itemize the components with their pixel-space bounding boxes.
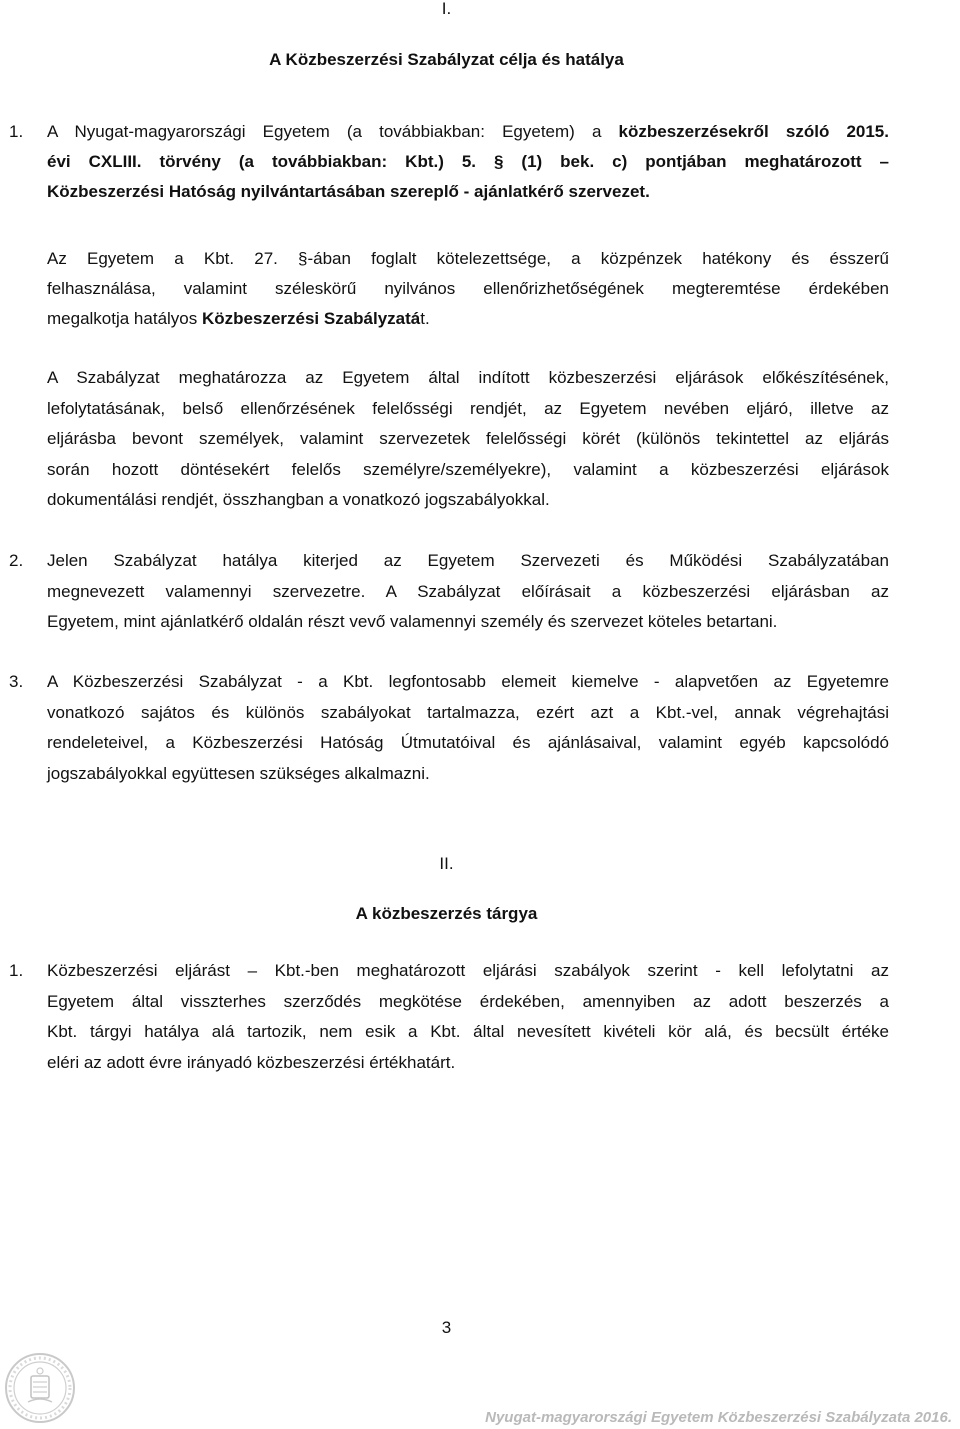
section-2-title: A közbeszerzés tárgya xyxy=(355,904,538,923)
item-2-text xyxy=(47,546,889,638)
item-2-line-3: Egyetem, mint ajánlatkérő oldalán részt vevő valamennyi személy és szervezet köteles betartani. xyxy=(47,612,778,631)
paragraph-3-line-3: eljárásba bevont személyek, valamint szervezetek felelősségi körét (különös tekintettel az eljárás xyxy=(47,429,889,449)
item-1-line-1: A Nyugat-magyarországi Egyetem (a továbbiakban: Egyetem) a közbeszerzésekről szóló 2015. xyxy=(47,122,889,141)
section-2-item-1-line-1: Közbeszerzési eljárást – Kbt.-ben meghatározott eljárási szabályok szerint - kell lefolytatni az xyxy=(47,961,889,980)
paragraph-2-line-3: megalkotja hatályos Közbeszerzési Szabályzatát. xyxy=(47,309,430,328)
item-3-line-4: jogszabályokkal együttesen szükséges alkalmazni. xyxy=(47,763,430,783)
item-2-line-1: Jelen Szabályzat hatálya kiterjed az Egyetem Szervezeti és Működési Szabályzatában xyxy=(47,551,889,570)
paragraph-3-line-4: során hozott döntésekért felelős személyre/személyekre), valamint a közbeszerzési eljárások xyxy=(47,459,889,479)
item-3-text xyxy=(47,667,889,789)
item-3-line-1: A Közbeszerzési Szabályzat - a Kbt. legfontosabb elemeit kiemelve - alapvetően az Egyetemre xyxy=(47,672,889,691)
paragraph-2-line-2: felhasználása, valamint széleskörű nyilvános ellenőrizhetőségének megteremtése érdekében xyxy=(47,279,889,298)
item-3-line-3: rendeleteivel, a Közbeszerzési Hatóság Útmutatóival és ajánlásaival, valamint egyéb kapcsolódó xyxy=(47,733,889,752)
section-2-item-1-line-2: Egyetem által visszterhes szerződés megkötése érdekében, amennyiben az adott beszerzés a xyxy=(47,991,889,1011)
item-1-text xyxy=(47,117,889,207)
section-2-item-1-line-3: Kbt. tárgyi hatálya alá tartozik, nem esik a Kbt. által nevesített kivételi kör alá, és becsült értéke xyxy=(47,1022,889,1041)
paragraph-3-line-5: dokumentálási rendjét, összhangban a vonatkozó jogszabályokkal. xyxy=(47,490,550,510)
item-2-line-2: megnevezett valamennyi szervezetre. A Szabályzat előírásait a közbeszerzési eljárásban az xyxy=(47,581,889,601)
page-number: 3 xyxy=(441,1318,452,1337)
paragraph-3-line-1: A Szabályzat meghatározza az Egyetem által indított közbeszerzési eljárások előkészítésének, xyxy=(47,368,889,387)
paragraph-3-line-2: lefolytatásának, belső ellenőrzésének felelősségi rendjét, az Egyetem nevében eljáró, illetve az xyxy=(47,398,889,418)
section-2-item-1-line-4: eléri az adott évre irányadó közbeszerzési értékhatárt. xyxy=(47,1052,456,1072)
item-1-number: 1. xyxy=(9,122,24,141)
item-3-number: 3. xyxy=(9,672,24,691)
section-1-roman: I. xyxy=(441,0,452,18)
footer-text: Nyugat-magyarországi Egyetem Közbeszerzési Szabályzata 2016. xyxy=(485,1409,952,1426)
paragraph-2-line-1: Az Egyetem a Kbt. 27. §-ában foglalt kötelezettsége, a közpénzek hatékony és ésszerű xyxy=(47,249,889,268)
item-3-line-2: vonatkozó sajátos és különös szabályokat tartalmazza, ezért azt a Kbt.-vel, annak végrehajtási xyxy=(47,702,889,722)
paragraph-2 xyxy=(47,244,889,334)
section-1-title: A Közbeszerzési Szabályzat célja és hatálya xyxy=(269,50,624,69)
section-2-item-1-number: 1. xyxy=(9,961,24,980)
item-1-line-3: Közbeszerzési Hatóság nyilvántartásában szereplő - ajánlatkérő szervezet. xyxy=(47,182,650,201)
university-seal-icon xyxy=(4,1352,76,1424)
section-2-item-1-text xyxy=(47,956,889,1078)
item-1-line-2: évi CXLIII. törvény (a továbbiakban: Kbt.) 5. § (1) bek. c) pontjában meghatározott – xyxy=(47,152,889,171)
section-2-roman: II. xyxy=(439,854,454,873)
paragraph-3 xyxy=(47,363,889,516)
item-2-number: 2. xyxy=(9,551,24,570)
